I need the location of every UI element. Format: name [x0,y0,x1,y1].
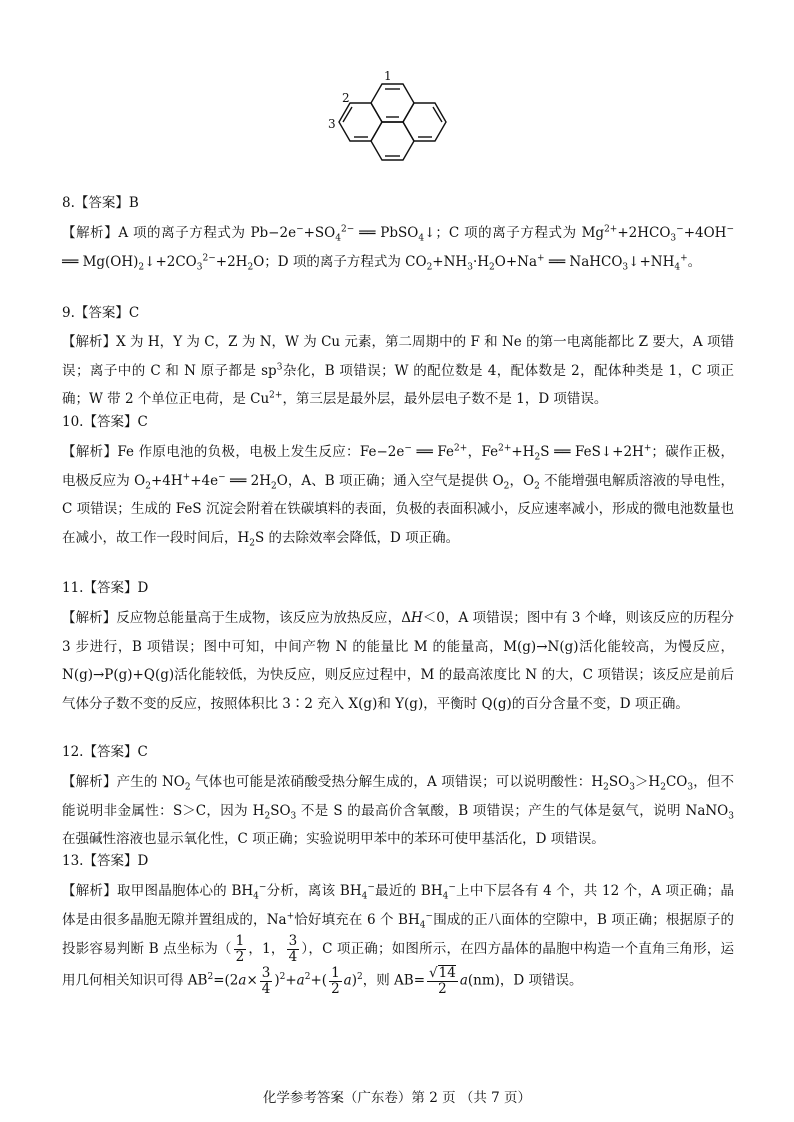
pyrene-structure-figure [320,62,470,182]
q10-explanation: 【解析】Fe 作原电池的负极，电极上发生反应：Fe−2e− ══ $Fe^{2+}$，$Fe^{2+}+H_2S$ ══ FeS↓+2H+；碳作正极，电极反应为 $O_2+4H^++4e^-$ ══ $2H_2O$，A、B 项正确；通入空气是提供 $O_2$，$O_2$ 不能增强电解质溶液的导电性，C 项错误；生成的 FeS 沉淀会附着在铁碳填料的表面，负极的表面积减小，反应速率减小，形成的微电池数量也在减小，故工作一段时间后，$H_2S$ 的去除效率会降低，D 项正确。 [62,443,735,549]
page-footer: 化学参考答案（广东卷）第 2 页 （共 7 页） [262,1090,532,1106]
q10-answer: 10.【答案】C [62,414,148,430]
fraction-three-quarters: $\frac{3}{4}$ [288,933,298,966]
q8-explanation: 【解析】A 项的离子方程式为 $Pb-2e^-+SO_4^{2-}$ ══ PbSO$_4$↓；C 项的离子方程式为 $Mg^{2+}+2HCO_3^-+4OH^-$ ══ $Mg(OH)_2↓+2CO_3^{2-}+2H_2O$；D 项的离子方程式为 $CO_2+NH_3\cdot H_2O+Na^+$ ══ $NaHCO_3↓+NH_4^+$。 [62,224,734,273]
q9-answer: 9.【答案】C [62,305,140,321]
q13-answer: 13.【答案】D [62,853,149,869]
fraction-half: $\frac{1}{2}$ [235,933,245,966]
position-label-3: 3 [328,117,336,131]
q9-explanation: 【解析】X 为 H，Y 为 C，Z 为 N，W 为 Cu 元素，第二周期中的 F 和 Ne 的第一电离能都比 Z 要大，A 项错误；离子中的 C 和 N 原子都是 $sp^3$杂化，B 项错误；W 的配位数是 4，配体数是 2，配体种类是 1，C 项正确；W 带 2 个单位正电荷，是 $Cu^{2+}$，第三层是最外层，最外层电子数不是 1，D 项错误。 [62,334,735,408]
q13-explanation: 【解析】取甲图晶胞体心的 $BH_4^-$分析，离该 $BH_4^-$最近的 $BH_4^-$上中下层各有 4 个，共 12 个，A 项正确；晶体是由很多晶胞无隙并置组成的，Na+恰好填充在 6 个 $BH_4^-$围成的正八面体的空隙中，B 项正确；根据原子的投影容易判断 B 点坐标为（ $\frac{1}{2}$ ，1， $\frac{3}{4}$ ），C 项正确；如图所示，在四方晶体的晶胞中构造一个直角三角形，运用几何相关知识可得 $AB^2=(2a\times$ $\frac{3}{4}$ )$^2+a^2+$( $\frac{1}{2}$ a)$^2$，则 AB= $\frac{√14}{2}$ a(nm)，D 项错误。 [62,882,735,998]
q11-explanation: 【解析】反应物总能量高于生成物，该反应为放热反应，ΔH＜0，A 项错误；图中有 3 个峰，则该反应的历程分 3 步进行，B 项错误；图中可知，中间产物 N 的能量比 M 的能量高，M(g)→N(g)活化能较高，为慢反应，N(g)→P(g)+Q(g)活化能较低，为快反应，则反应过程中，M 的最高浓度比 N 的大，C 项错误；该反应是前后气体分子数不变的反应，按照体积比 3∶2 充入 X(g)和 Y(g)，平衡时 Q(g)的百分含量不变，D 项正确。 [62,610,735,712]
fraction-sqrt14-over-2: $\frac{√14}{2}$ [429,965,456,998]
q12-explanation: 【解析】产生的 $NO_2$ 气体也可能是浓硝酸受热分解生成的，A 项错误；可以说明酸性：$H_2SO_3>H_2CO_3$，但不能说明非金属性：S＞C，因为 $H_2SO_3$ 不是 S 的最高价含氧酸，B 项错误；产生的气体是氨气，说明 NaNO$_3$ 在强碱性溶液也显示氧化性，C 项正确；实验说明甲苯中的苯环可使甲基活化，D 项错误。 [62,774,735,848]
q11-answer: 11.【答案】D [62,580,149,596]
q8-answer: 8.【答案】B [62,195,139,211]
position-label-1: 1 [384,69,392,83]
q12-answer: 12.【答案】C [62,744,148,760]
explanation-tag: 【解析】 [62,225,119,241]
position-label-2: 2 [342,91,350,105]
